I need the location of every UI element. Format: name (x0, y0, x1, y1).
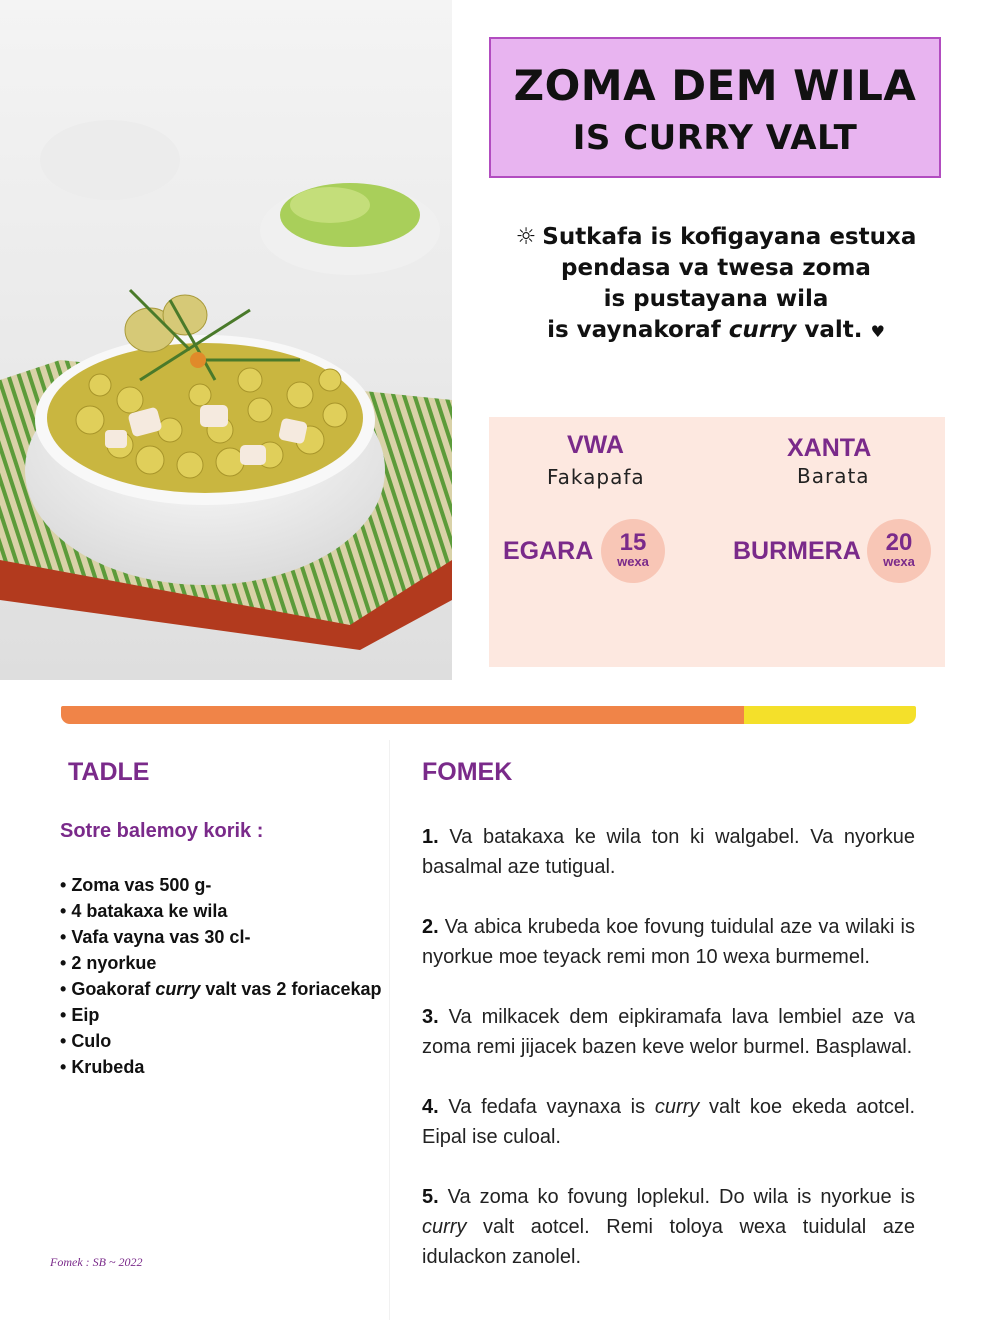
step-number: 4. (422, 1096, 439, 1118)
step-text: Va abica krubeda koe fovung tuidulal aze va wilaki is nyorkue moe teyack remi mon 10 wexa burmemel. (422, 916, 915, 968)
divider-orange-segment (61, 706, 744, 724)
method-step (422, 1092, 915, 1152)
intro-line-2: pendasa va twesa zoma (561, 255, 871, 281)
ingredient-item: • Vafa vayna vas 30 cl- (60, 924, 381, 950)
step-text: valt aotcel. Remi toloya wexa tuidulal aze idulackon zanolel. (422, 1216, 915, 1268)
step-text: Va milkacek dem eipkiramafa lava lembiel aze va zoma remi jijacek bazen keve welor burmel. Basplawal. (422, 1006, 915, 1058)
method-step (422, 912, 915, 972)
divider-yellow-segment (744, 706, 916, 724)
intro-line-4-emphasis: curry (728, 317, 797, 343)
step-number: 2. (422, 916, 439, 938)
method-steps (422, 822, 915, 1302)
step-number: 1. (422, 826, 439, 848)
method-step (422, 1002, 915, 1062)
step-text: Va fedafa vaynaxa is (448, 1096, 655, 1118)
recipe-info-panel (489, 417, 945, 667)
ingredients-heading: TADLE (68, 758, 150, 786)
ingredient-item: • Krubeda (60, 1054, 381, 1080)
ingredient-item-curry (60, 976, 381, 1002)
cook-time-unit: wexa (883, 554, 915, 569)
recipe-title-line-1: ZOMA DEM WILA (513, 61, 917, 110)
step-text-emphasis: curry (654, 1096, 700, 1118)
cost-label: XANTA (787, 434, 872, 462)
method-step (422, 1182, 915, 1272)
ingredient-item: • Culo (60, 1028, 381, 1054)
difficulty-label: VWA (567, 431, 624, 459)
step-number: 3. (422, 1006, 439, 1028)
ingredient-item: • 2 nyorkue (60, 950, 381, 976)
step-text: Va batakaxa ke wila ton ki walgabel. Va nyorkue basalmal aze tutigual. (422, 826, 915, 878)
prep-time-unit: wexa (617, 554, 649, 569)
prep-time-badge (601, 519, 665, 583)
cost-value: Barata (797, 464, 870, 488)
sun-icon: ☼ (515, 224, 537, 250)
dish-photo (0, 0, 452, 680)
cook-time-label: BURMERA (733, 537, 861, 565)
step-text-emphasis: curry (422, 1216, 467, 1238)
ingredient-item-curry-pre: Goakoraf (71, 979, 156, 999)
step-text: Va zoma ko fovung loplekul. Do wila is nyorkue is (447, 1186, 915, 1208)
method-heading: FOMEK (422, 758, 513, 786)
ingredient-item: • Zoma vas 500 g- (60, 872, 381, 898)
ingredient-item: • Eip (60, 1002, 381, 1028)
intro-line-4-pre: is vaynakoraf (547, 317, 729, 343)
cook-time-badge (867, 519, 931, 583)
prep-time-value: 15 (619, 529, 647, 556)
method-step (422, 822, 915, 882)
step-text: valt koe ekeda aotcel. Eipal ise culoal. (422, 1096, 916, 1148)
recipe-title-line-2: IS CURRY VALT (572, 118, 858, 158)
heart-icon: ♥ (870, 322, 885, 341)
recipe-credit: Fomek : SB ~ 2022 (50, 1255, 143, 1269)
ingredients-subheading: Sotre balemoy korik : (60, 820, 264, 842)
step-number: 5. (422, 1186, 439, 1208)
ingredients-list (60, 872, 381, 1080)
intro-line-1: Sutkafa is kofigayana estuxa (542, 224, 917, 250)
column-divider (389, 740, 390, 1320)
intro-line-3: is pustayana wila (603, 286, 829, 312)
difficulty-value: Fakapafa (547, 465, 645, 489)
ingredient-item-curry-post: valt vas 2 foriacekap (200, 979, 382, 999)
recipe-title-box (489, 37, 941, 178)
cook-time-value: 20 (885, 529, 913, 556)
intro-line-4-post: valt. (796, 317, 871, 343)
recipe-intro (490, 222, 942, 347)
pasta-dish-illustration (0, 0, 452, 680)
section-divider-bar (61, 706, 916, 724)
ingredient-item: • 4 batakaxa ke wila (60, 898, 381, 924)
prep-time-label: EGARA (503, 537, 594, 565)
ingredient-item-curry-emphasis: curry (155, 979, 201, 999)
